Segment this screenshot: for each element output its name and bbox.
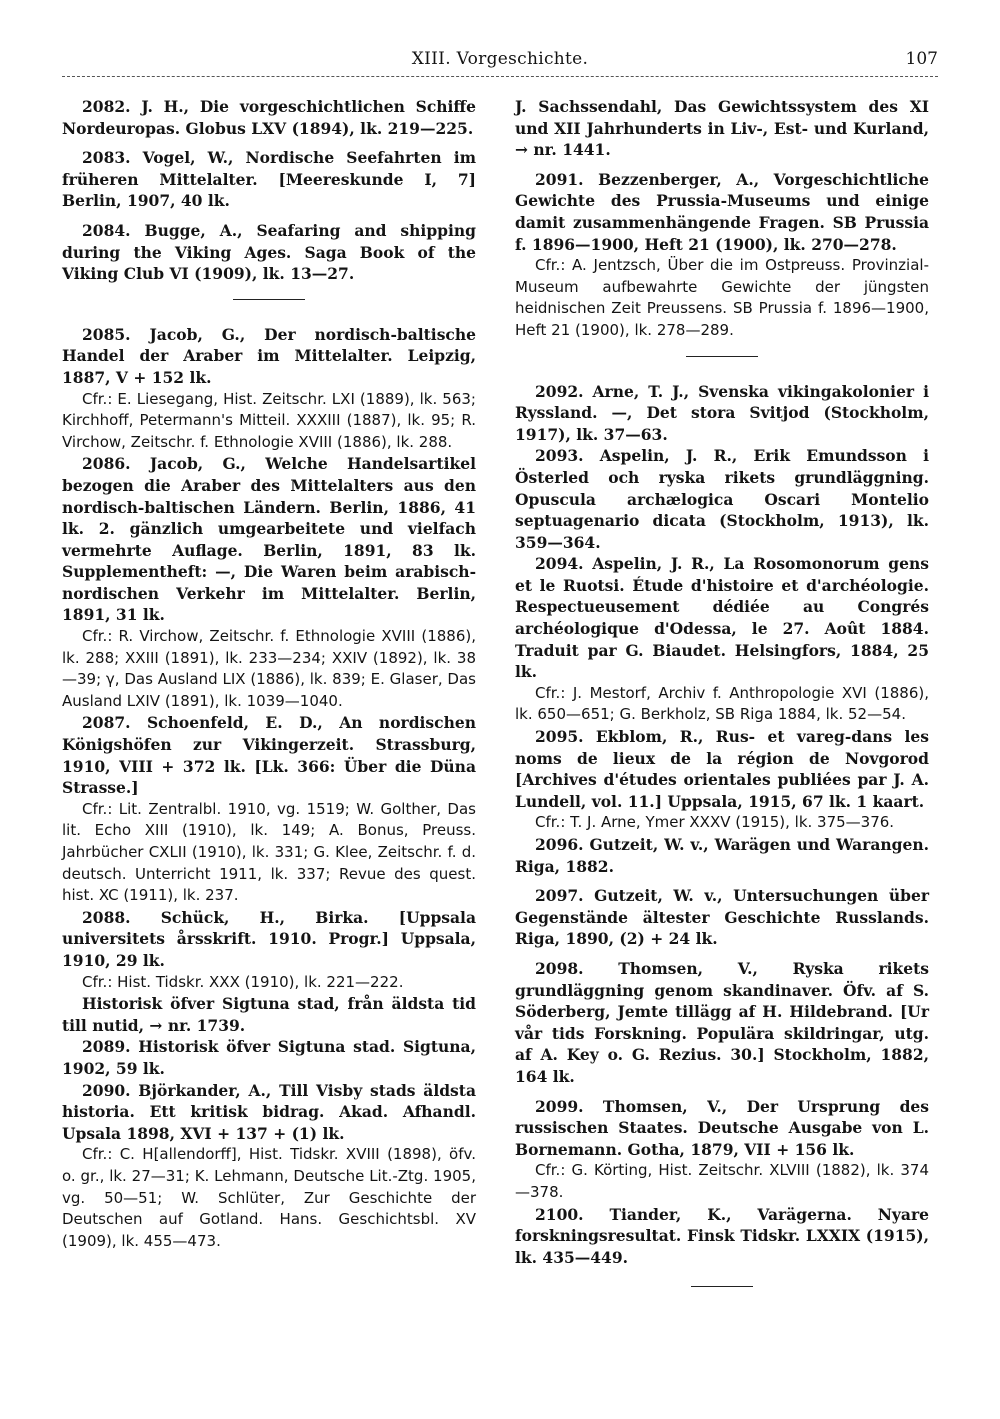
- entry-text: 2083. Vogel, W., Nordische Seefahrten im früheren Mittelalter. [Meereskunde I, 7] Berlin, 1907, 40 lk.: [62, 148, 476, 211]
- entry-2083: [62, 147, 476, 212]
- entry-text: 2093. Aspelin, J. R., Erik Emundsson i Österled och ryska rikets grundläggning. Opuscula archælogica Oscari Montelio septuagenario dicata (Stockholm, 1913), lk. 359—364.: [515, 446, 929, 552]
- entry-citation: Cfr.: C. H[allendorff], Hist. Tidskr. XVIII (1898), öfv. o. gr., lk. 27—31; K. Lehmann, Deutsche Lit.-Ztg. 1905, vg. 50—51; W. Schlüter, Zur Geschichte der Deutschen auf Gotland. Hans. Geschichtsbl. XV (1909), lk. 455—473.: [62, 1145, 476, 1250]
- entry-text: 2096. Gutzeit, W. v., Warägen und Warangen. Riga, 1882.: [515, 835, 929, 876]
- entry-2084: [62, 220, 476, 285]
- entry-2089: [62, 1036, 476, 1079]
- entry-sachssendahl: [515, 96, 929, 161]
- entry-2097: [515, 885, 929, 950]
- entry-text: 2091. Bezzenberger, A., Vorgeschichtliche Gewichte des Prussia-Museums und einige damit zusammenhängende Fragen. SB Prussia f. 1896—1900, Heft 21 (1900), lk. 270—278.: [515, 169, 929, 254]
- entry-citation: Cfr.: R. Virchow, Zeitschr. f. Ethnologie XVIII (1886), lk. 288; XXIII (1891), lk. 233—234; XXIV (1892), lk. 38—39; γ, Das Ausland LIX (1886), lk. 839; E. Glaser, Das Ausland LXIV (1891), lk. 1039—1040.: [62, 627, 476, 710]
- entry-citation: Cfr.: G. Körting, Hist. Zeitschr. XLVIII (1882), lk. 374—378.: [515, 1161, 929, 1201]
- entry-2087: [62, 712, 476, 906]
- entry-text: 2086. Jacob, G., Welche Handelsartikel bezogen die Araber des Mittelalters aus den nordisch-baltischen Ländern. Berlin, 1886, 41 lk. 2. gänzlich umgearbeitete und vielfach vermehrte Auflage. Berlin, 1891, 83 lk. Supplementheft: —, Die Waren beim arabisch-nordischen Verkehr im Mittelalter. Berlin, 1891, 31 lk.: [62, 454, 476, 625]
- entry-text: 2087. Schoenfeld, E. D., An nordischen Königshöfen zur Vikingerzeit. Strassburg, 1910, VIII + 372 lk. [Lk. 366: Über die Düna Strasse.]: [62, 713, 476, 798]
- entry-text: 2092. Arne, T. J., Svenska vikingakolonier i Ryssland. —, Det stora Svitjod (Stockholm, 1917), lk. 37—63.: [515, 381, 929, 444]
- running-title: XIII. Vorgeschichte.: [411, 49, 589, 69]
- entry-2086: [62, 453, 476, 712]
- entry-2091: [515, 169, 929, 342]
- entry-2092: [515, 381, 929, 446]
- entry-text: 2090. Björkander, A., Till Visby stads äldsta historia. Ett kritisk bidrag. Akad. Afhandl. Upsala 1898, XVI + 137 + (1) lk.: [62, 1080, 476, 1143]
- entry-text: 2100. Tiander, K., Varägerna. Nyare forskningsresultat. Finsk Tidskr. LXXIX (1915), lk. 435—449.: [515, 1204, 929, 1267]
- entry-text: 2097. Gutzeit, W. v., Untersuchungen über Gegenstände ältester Geschichte Russlands. Riga, 1890, (2) + 24 lk.: [515, 886, 929, 949]
- entry-citation: Cfr.: Lit. Zentralbl. 1910, vg. 1519; W. Golther, Das lit. Echo XIII (1910), lk. 149; A. Bonus, Preuss. Jahrbücher CXLII (1910), lk. 331; G. Klee, Zeitschr. f. d. deutsch. Unterricht 1911, lk. 337; Revue des quest. hist. XC (1911), lk. 237.: [62, 799, 476, 905]
- entry-2100: [515, 1204, 929, 1269]
- entry-citation: Cfr.: Hist. Tidskr. XXX (1910), lk. 221—222.: [82, 972, 404, 991]
- entry-citation: Cfr.: E. Liesegang, Hist. Zeitschr. LXI (1889), lk. 563; Kirchhoff, Petermann's Mitteil. XXXIII (1887), lk. 95; R. Virchow, Zeitschr. f. Ethnologie XVIII (1886), lk. 288.: [62, 389, 476, 451]
- entry-2096: [515, 834, 929, 877]
- section-separator: [233, 299, 305, 300]
- entry-text: 2085. Jacob, G., Der nordisch-baltische Handel der Araber im Mittelalter. Leipzig, 1887, V + 152 lk.: [62, 324, 476, 387]
- entry-text: 2094. Aspelin, J. R., La Rosomonorum gens et le Ruotsi. Étude d'histoire et d'archéologie. Respectueusement dédiée au Congrés archéologique d'Odessa, le 27. Août 1884. Traduit par G. Biaudet. Helsingfors, 1884, 25 lk.: [515, 554, 929, 682]
- entry-text: 2084. Bugge, A., Seafaring and shipping during the Viking Ages. Saga Book of the Viking Club VI (1909), lk. 13—27.: [62, 220, 476, 284]
- entry-text: 2088. Schück, H., Birka. [Uppsala universitets årsskrift. 1910. Progr.] Uppsala, 1910, 29 lk.: [62, 907, 476, 970]
- entry-text: J. Sachssendahl, Das Gewichtssystem des XI und XII Jahrhunderts in Liv-, Est- und Kurland, → nr. 1441.: [515, 97, 929, 160]
- entry-2093: [515, 445, 929, 553]
- entry-2095: [515, 726, 929, 834]
- page-header: [62, 44, 938, 74]
- entry-citation: Cfr.: A. Jentzsch, Über die im Ostpreuss. Provinzial-Museum aufbewahrte Gewichte der jüngsten heidnischen Zeit Preussens. SB Prussia f. 1896—1900, Heft 21 (1900), lk. 278—289.: [515, 256, 929, 339]
- entry-2088: [62, 907, 476, 1037]
- entry-text: 2098. Thomsen, V., Ryska rikets grundläggning genom skandinaver. Öfv. af S. Söderberg, Jemte tillägg af H. Hildebrand. [Ur vår tids Forskning. Populära skildringar, utg. af A. Key o. G. Rezius. 30.] Stockholm, 1882, 164 lk.: [515, 958, 929, 1086]
- section-separator: [686, 356, 758, 357]
- entry-2099: [515, 1096, 929, 1204]
- header-rule: [62, 76, 938, 77]
- entry-2082: [62, 96, 476, 139]
- left-column: [62, 96, 476, 1252]
- entry-cross-reference: Historisk öfver Sigtuna stad, från äldsta tid till nutid, → nr. 1739.: [62, 994, 476, 1035]
- entry-text: 2095. Ekblom, R., Rus- et vareg-dans les noms de lieux de la région de Novgorod [Archives d'études orientales publiées par J. A. Lundell, vol. 11.] Uppsala, 1915, 67 lk. 1 kaart.: [515, 727, 929, 811]
- end-separator: [691, 1286, 753, 1287]
- entry-2090: [62, 1080, 476, 1253]
- entry-citation: Cfr.: J. Mestorf, Archiv f. Anthropologie XVI (1886), lk. 650—651; G. Berkholz, SB Riga 1884, lk. 52—54.: [515, 683, 929, 724]
- entry-2098: [515, 958, 929, 1088]
- entry-text: 2089. Historisk öfver Sigtuna stad. Sigtuna, 1902, 59 lk.: [62, 1037, 476, 1078]
- right-column: [515, 96, 929, 1287]
- entry-2094: [515, 553, 929, 726]
- entry-citation: Cfr.: T. J. Arne, Ymer XXXV (1915), lk. 375—376.: [535, 813, 895, 832]
- page-number: 107: [905, 49, 938, 69]
- entry-text: 2099. Thomsen, V., Der Ursprung des russischen Staates. Deutsche Ausgabe von L. Bornemann. Gotha, 1879, VII + 156 lk.: [515, 1096, 929, 1159]
- entry-text: 2082. J. H., Die vorgeschichtlichen Schiffe Nordeuropas. Globus LXV (1894), lk. 219—225.: [62, 97, 476, 138]
- entry-2085: [62, 324, 476, 454]
